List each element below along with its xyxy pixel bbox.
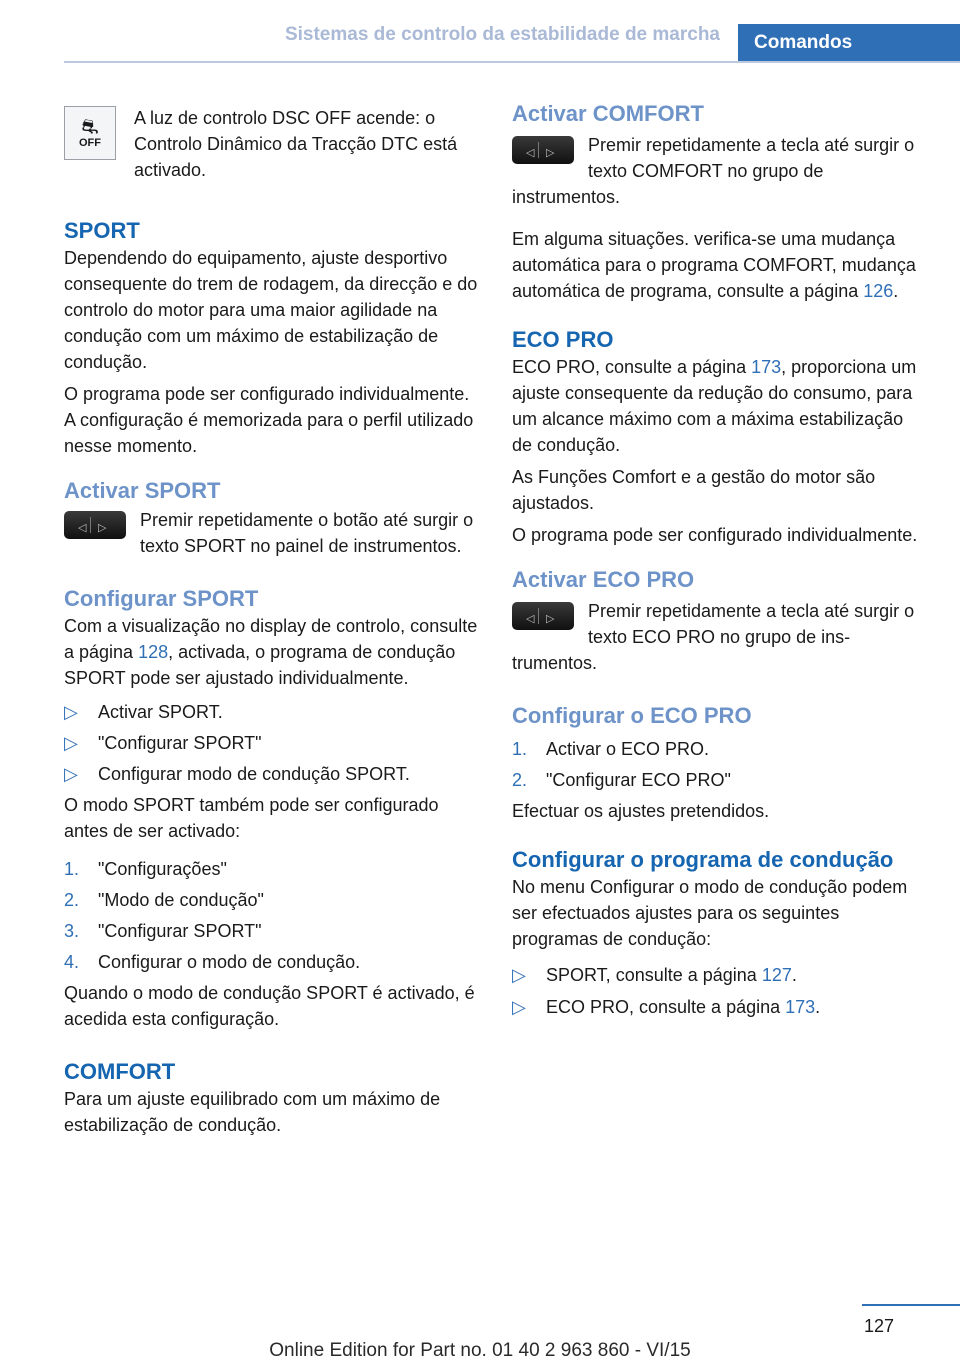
sport-bullet-list [64, 699, 480, 787]
left-column [64, 100, 480, 1138]
text-fragment: . [791, 965, 797, 985]
step-marker: 2. [64, 890, 80, 910]
list-item [64, 949, 480, 975]
eco-paragraph-1 [512, 354, 926, 458]
sport-heading: SPORT [64, 218, 140, 243]
eco-paragraph-2: As Funções Comfort e a gestão do motor são ajustados. [512, 467, 876, 513]
bullet-marker: ▷ [64, 733, 78, 753]
text-fragment: Em alguma situações. verifica-se uma mudança automática para o programa COMFORT, mudança automática de programa, consulte a página [512, 229, 916, 301]
text-fragment: . [815, 997, 821, 1017]
list-item-text: "Configurar SPORT" [98, 921, 262, 941]
bullet-marker: ▷ [64, 764, 78, 784]
list-item [64, 699, 480, 725]
activate-eco-text: Premir repetidamente a tecla até surgir o texto ECO PRO no grupo de instrumentos. [512, 601, 915, 673]
activate-sport-block [64, 507, 480, 559]
step-marker: 3. [64, 921, 80, 941]
skidding-car-icon: ⛐ [81, 116, 99, 138]
sport-paragraph-1: Dependendo do equipamento, ajuste desportivo consequente do trem de rodagem, da direcção e do controlo do motor para uma maior agilidade na condução com um máximo de estabilização de condução. [64, 248, 478, 372]
page-link-127[interactable]: 127 [761, 965, 792, 985]
text-fragment: ECO PRO, consulte a página [512, 357, 752, 377]
list-item-text: "Configurar ECO PRO" [546, 770, 731, 790]
text-fragment: . [893, 281, 899, 301]
list-item [64, 887, 480, 913]
page-number-rule [862, 1304, 960, 1306]
text-fragment: ECO PRO, consulte a página [546, 997, 786, 1017]
mode-rocker-button-icon: ◁ ▷ [512, 136, 574, 164]
eco-steps-list [512, 736, 926, 793]
header-chapter-tab[interactable]: Comandos [738, 24, 960, 62]
list-item [512, 962, 926, 988]
list-item-text: Configurar o modo de condução. [98, 952, 361, 972]
page-link-173[interactable]: 173 [785, 997, 816, 1017]
eco-pro-heading: ECO PRO [512, 327, 614, 352]
step-marker: 1. [512, 739, 528, 759]
dsc-off-icon [64, 106, 116, 160]
list-item-text: Activar SPORT. [98, 702, 223, 722]
dsc-off-text: A luz de controlo DSC OFF acende: o Controlo Dinâmico da Tracção DTC está activado. [134, 108, 458, 180]
text-fragment: , activada, o programa de condução SPORT pode ser ajustado individualmente. [64, 642, 456, 688]
page-link-126[interactable]: 126 [863, 281, 894, 301]
configure-eco-pro-heading: Configurar o ECO PRO [512, 703, 752, 728]
list-item-text: "Configurar SPORT" [98, 733, 262, 753]
list-item-text [546, 962, 797, 988]
text-fragment: , proporciona um ajuste consequente da redução do consumo, para um alcance máximo com a máxima estabilização de condução. [512, 357, 917, 455]
page-link-173[interactable]: 173 [751, 357, 782, 377]
configure-sport-heading: Configurar SPORT [64, 586, 259, 611]
activate-sport-text: Premir repetidamente o botão até surgir o texto SPORT no painel de instrumentos. [140, 510, 474, 556]
program-bullet-list [512, 962, 926, 1020]
activate-comfort-text: Premir repetidamente a tecla até surgir o texto COMFORT no grupo de instrumentos. [512, 135, 915, 207]
sport-paragraph-3: O modo SPORT também pode ser configurado antes de ser activado: [64, 795, 439, 841]
edition-footer: Online Edition for Part no. 01 40 2 963 860 - VI/15 [269, 1340, 691, 1361]
bullet-marker: ▷ [64, 702, 78, 722]
configure-drive-program-heading: Configurar o programa de condução [512, 847, 894, 872]
activate-comfort-heading: Activar COMFORT [512, 101, 704, 126]
text-fragment: SPORT, consulte a página [546, 965, 762, 985]
list-item [64, 730, 480, 756]
sport-paragraph-4: Quando o modo de condução SPORT é activado, é acedida esta configuração. [64, 983, 475, 1029]
comfort-paragraph-1: Para um ajuste equilibrado com um máximo de estabilização de condução. [64, 1089, 441, 1135]
header-section-title: Sistemas de controlo da estabilidade de marcha [284, 24, 720, 45]
list-item-text [546, 994, 820, 1020]
step-marker: 4. [64, 952, 80, 972]
list-item-text: "Configurações" [98, 859, 227, 879]
step-marker: 2. [512, 770, 528, 790]
activate-eco-block [512, 598, 926, 676]
list-item [512, 994, 926, 1020]
comfort-heading: COMFORT [64, 1059, 176, 1084]
list-item-text: "Modo de condução" [98, 890, 264, 910]
right-column [512, 100, 926, 1025]
page-link-128[interactable]: 128 [138, 642, 169, 662]
dsc-icon-label: OFF [79, 137, 101, 149]
sport-steps-list [64, 856, 480, 975]
header-divider [64, 61, 960, 63]
list-item-text: Activar o ECO PRO. [546, 739, 710, 759]
dsc-off-note [64, 100, 480, 183]
list-item [64, 918, 480, 944]
eco-paragraph-3: O programa pode ser configurado individualmente. [512, 525, 918, 545]
mode-rocker-button-icon: ◁ ▷ [64, 511, 126, 539]
activate-comfort-block [512, 132, 926, 210]
configure-drive-program-paragraph: No menu Configurar o modo de condução podem ser efectuados ajustes para os seguintes programas de condução: [512, 877, 908, 949]
list-item [64, 761, 480, 787]
configure-sport-paragraph [64, 613, 480, 691]
list-item-text: Configurar modo de condução SPORT. [98, 764, 410, 784]
list-item [64, 856, 480, 882]
list-item [512, 767, 926, 793]
page-number: 127 [864, 1316, 895, 1336]
text-fragment: Com a visualização no display de controlo, consulte a página [64, 616, 478, 662]
list-item [512, 736, 926, 762]
comfort-paragraph-2 [512, 226, 926, 304]
bullet-marker: ▷ [512, 997, 526, 1017]
activate-sport-heading: Activar SPORT [64, 478, 221, 503]
activate-eco-pro-heading: Activar ECO PRO [512, 567, 695, 592]
bullet-marker: ▷ [512, 965, 526, 985]
mode-rocker-button-icon: ◁ ▷ [512, 602, 574, 630]
eco-paragraph-4: Efectuar os ajustes pretendidos. [512, 801, 770, 821]
sport-paragraph-2: O programa pode ser configurado individualmente. A configuração é memorizada para o perfil utilizado nesse momento. [64, 384, 474, 456]
step-marker: 1. [64, 859, 80, 879]
